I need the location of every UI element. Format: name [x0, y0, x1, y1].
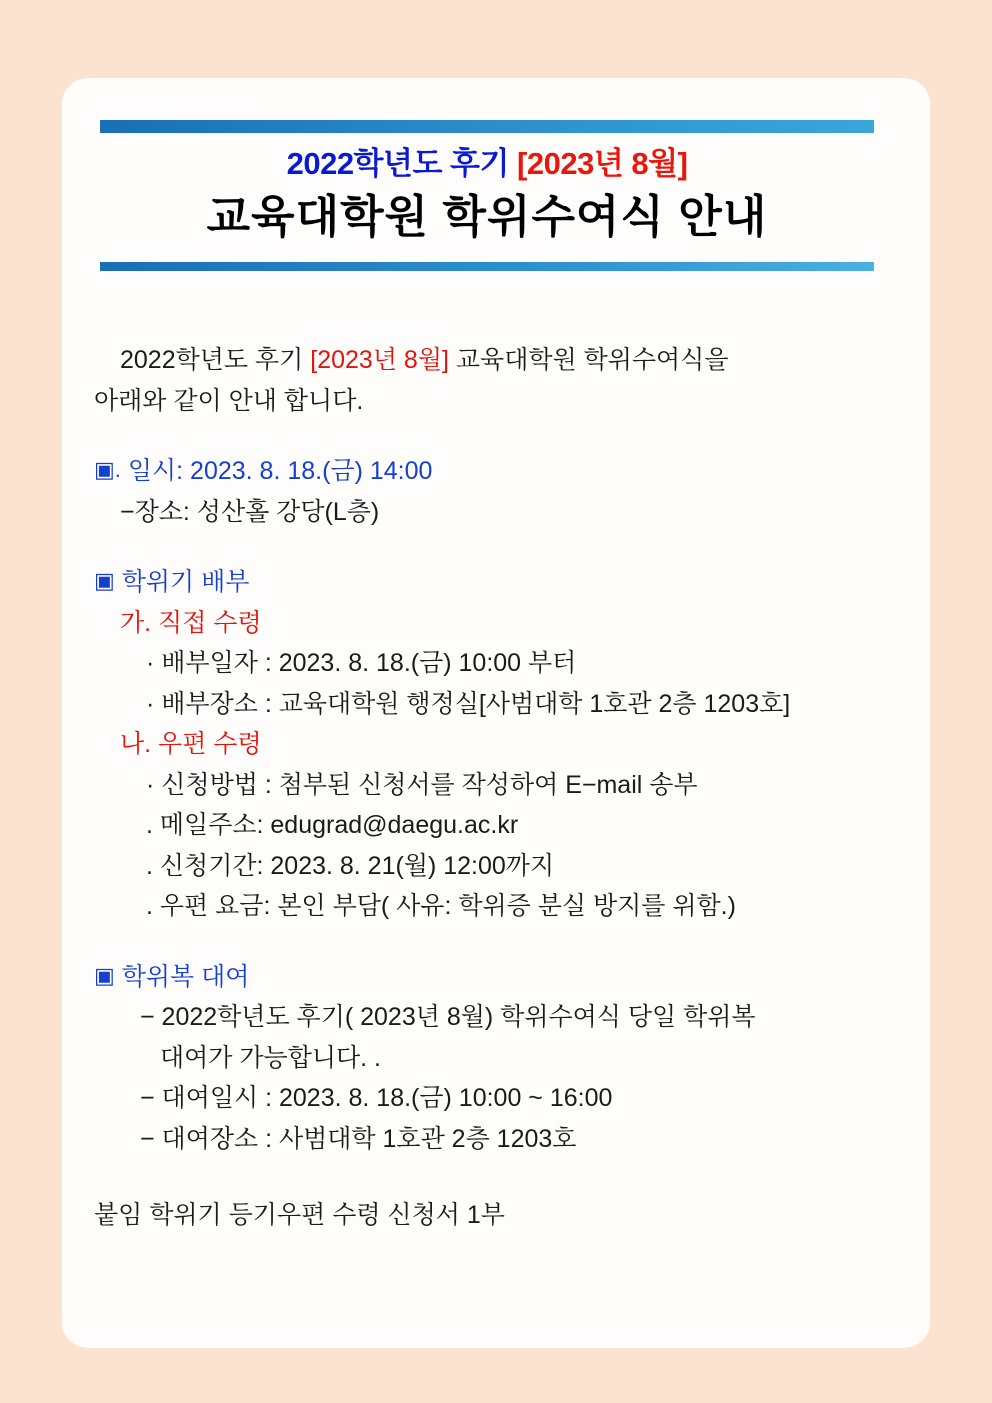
- section-gown-item: − 대여장소 : 사범대학 1호관 2층 1203호: [140, 1124, 577, 1153]
- subsection-b-item-email: . 메일주소: edugrad@daegu.ac.kr: [146, 811, 519, 839]
- title-date-text: [2023년 8월]: [517, 146, 688, 181]
- subsection-b-label: 나. 우편 수령: [120, 730, 262, 758]
- header-top-rule: [100, 120, 874, 133]
- section-gown-item: 대여가 가능합니다. .: [160, 1043, 381, 1072]
- section-gown: [94, 957, 906, 1160]
- subsection-b-item: . 신청기간: 2023. 8. 21(월) 12:00까지: [146, 851, 555, 880]
- section-datetime-heading: 일시: 2023. 8. 18.(금) 14:00: [127, 457, 433, 485]
- section-datetime-heading-row: [94, 451, 906, 492]
- section-diploma-heading-row: [94, 562, 906, 603]
- section-gown-item: − 2022학년도 후기( 2023년 8월) 학위수여식 당일 학위복: [140, 1003, 756, 1031]
- section-datetime: [94, 451, 906, 532]
- section-gown-heading: 학위복 대여: [121, 962, 250, 991]
- intro-line-1-post: 교육대학원 학위수여식을: [455, 346, 729, 374]
- header-bottom-rule: [100, 262, 874, 271]
- subsection-a-label: 가. 직접 수령: [120, 608, 262, 637]
- section-diploma: [94, 562, 906, 927]
- square-bullet-icon: ▣: [94, 568, 115, 593]
- subsection-b-item: · 신청방법 : 첨부된 신청서를 작성하여 E−mail 송부: [146, 770, 698, 799]
- title-block: [100, 133, 874, 256]
- title-line-1: [100, 145, 874, 184]
- intro-line-1-date: [2023년 8월]: [310, 346, 449, 374]
- intro-line-1-pre: 2022학년도 후기: [120, 346, 304, 374]
- subsection-b-item: . 우편 요금: 본인 부담( 사유: 학위증 분실 방지를 위함.): [146, 892, 736, 920]
- section-gown-item: − 대여일시 : 2023. 8. 18.(금) 10:00 ~ 16:00: [140, 1084, 613, 1112]
- square-bullet-icon: ▣.: [94, 457, 121, 482]
- document-body: [94, 340, 906, 1236]
- subsection-a-item: · 배부일자 : 2023. 8. 18.(금) 10:00 부터: [146, 649, 577, 677]
- square-bullet-icon: ▣: [94, 962, 115, 988]
- attachment-note: 붙임 학위기 등기우편 수령 신청서 1부: [94, 1201, 505, 1229]
- section-gown-heading-row: [94, 957, 906, 998]
- section-datetime-place: −장소: 성산홀 강당(L층): [120, 497, 380, 526]
- title-line-2: 교육대학원 학위수여식 안내: [206, 190, 768, 242]
- notice-page: [62, 78, 930, 1348]
- intro-line-2: 아래와 같이 안내 합니다.: [94, 386, 364, 415]
- title-term-text: 2022학년도 후기: [286, 146, 509, 181]
- section-diploma-heading: 학위기 배부: [121, 568, 250, 596]
- document-header: [100, 120, 874, 271]
- subsection-a-item: · 배부장소 : 교육대학원 행정실[사범대학 1호관 2층 1203호]: [146, 689, 791, 718]
- intro-paragraph: [94, 340, 906, 421]
- intro-line-1: [94, 340, 906, 381]
